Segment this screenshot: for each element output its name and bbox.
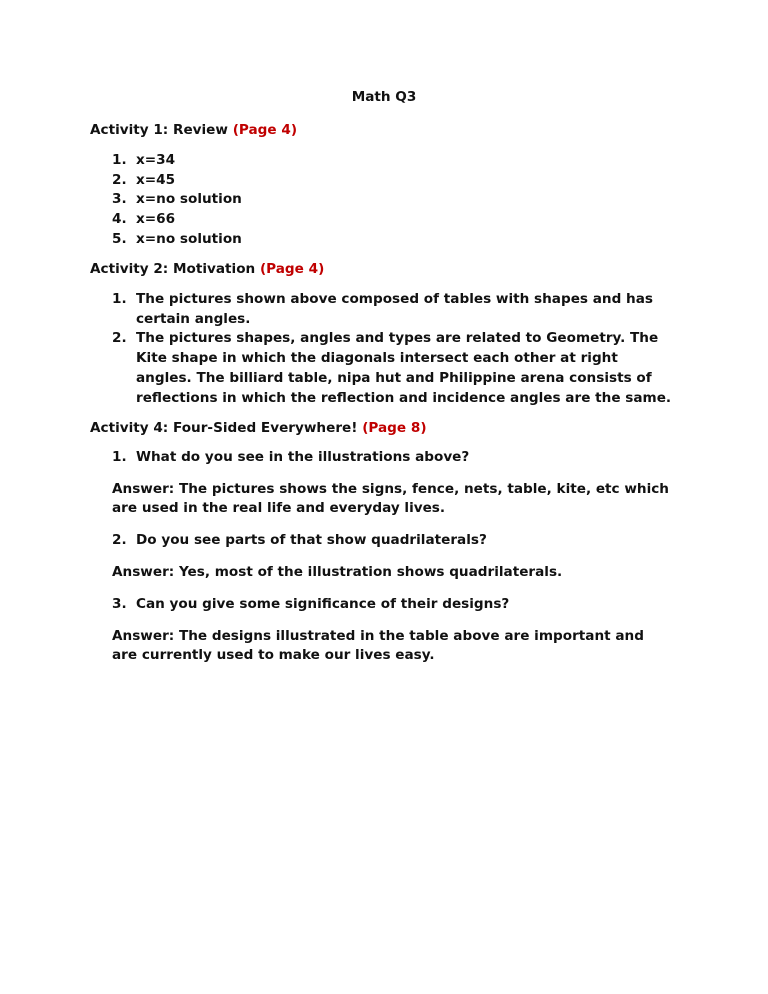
activity-4-question-2 [90, 531, 690, 551]
activity-4-heading [90, 419, 690, 439]
list-item-text: x=66 [136, 211, 176, 228]
activity-1-answer-list [90, 151, 690, 250]
question-item: 1. What do you see in the illustrations above? [112, 448, 470, 465]
list-item-text: x=no solution [136, 191, 242, 208]
list-item: 2. x=45 [112, 171, 176, 188]
activity-4-question-1 [90, 448, 690, 468]
list-item-text: x=34 [136, 151, 176, 168]
activity-1-page-ref: (Page 4) [232, 122, 298, 138]
list-item: 5. x=no solution [112, 230, 242, 247]
question-item: 3. Can you give some significance of their designs? [112, 595, 510, 612]
activity-1-section [90, 121, 690, 250]
document-title: Math Q3 [351, 89, 417, 105]
question-text: What do you see in the illustrations above? [136, 448, 470, 465]
question-text: Can you give some significance of their designs? [136, 595, 510, 612]
answer-text: Answer: The designs illustrated in the table above are important and are currently used to make our lives easy. [112, 627, 644, 664]
list-item: 1. x=34 [112, 151, 176, 168]
activity-1-heading-text: Activity 1: Review [90, 122, 228, 138]
list-item-text: x=45 [136, 171, 176, 188]
question-item: 2. Do you see parts of that show quadrilaterals? [112, 532, 487, 549]
list-item-text: The pictures shown above composed of tables with shapes and has certain angles. [136, 290, 654, 327]
activity-1-heading [90, 121, 690, 141]
activity-2-page-ref: (Page 4) [259, 261, 325, 277]
activity-4-heading-text: Activity 4: Four-Sided Everywhere! [90, 420, 358, 436]
list-item: 3. x=no solution [112, 191, 242, 208]
list-item: 2. The pictures shapes, angles and types are related to Geometry. The Kite shape in which the diagonals intersect each other at right angles. The billiard table, nipa hut and Philippine arena consists of reflections in which the reflection and incidence angles are the same. [112, 330, 672, 406]
question-text: Do you see parts of that show quadrilaterals? [136, 532, 487, 549]
activity-4-section [90, 419, 690, 666]
list-item-text: The pictures shapes, angles and types are related to Geometry. The Kite shape in which the diagonals intersect each other at right angles. The billiard table, nipa hut and Philippine arena consists of reflections in which the reflection and incidence angles are the same. [136, 330, 672, 406]
answer-text: Answer: Yes, most of the illustration shows quadrilaterals. [112, 563, 563, 580]
list-item: 4. x=66 [112, 211, 176, 228]
list-item: 1. The pictures shown above composed of tables with shapes and has certain angles. [112, 290, 654, 327]
answer-text: Answer: The pictures shows the signs, fence, nets, table, kite, etc which are used in the real life and everyday lives. [112, 480, 669, 517]
activity-2-heading [90, 260, 690, 280]
activity-2-heading-text: Activity 2: Motivation [90, 261, 256, 277]
list-item-text: x=no solution [136, 230, 242, 247]
activity-4-question-3 [90, 595, 690, 615]
activity-4-page-ref: (Page 8) [362, 420, 427, 436]
activity-2-section [90, 260, 690, 409]
activity-2-answer-list [90, 290, 672, 409]
